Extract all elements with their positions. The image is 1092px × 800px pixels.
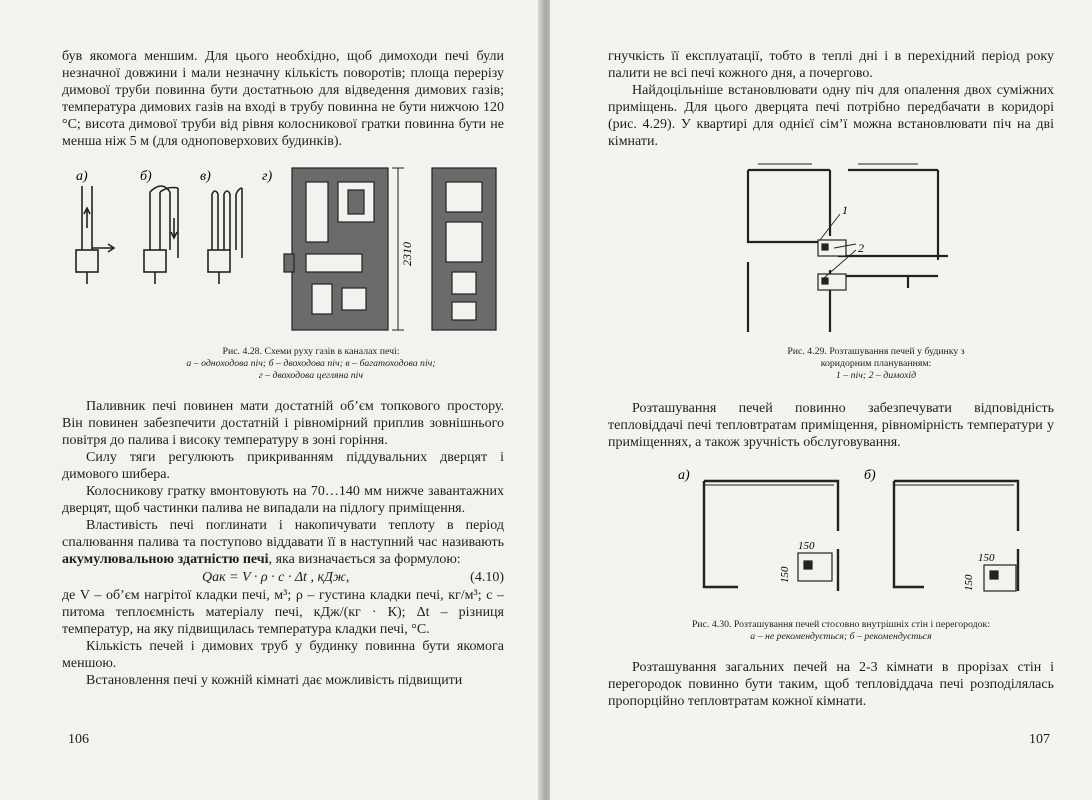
- fig-428-scheme-c: [208, 188, 242, 284]
- right-paragraph-two-rooms: Найдоцільніше встановлювати одну піч для опалення двох суміжних приміщень. Для цього дверцята печі потрібно передбачати в коридорі (рис. 4.29). У квартирі для однієї сім’ї можна встановлювати піч на дві кімнати.: [608, 83, 1054, 149]
- page-number-left: 106: [68, 732, 89, 747]
- left-paragraph-grate: Колосникову гратку вмонтовують на 70…140 мм нижче завантажних дверцят, щоб частинки палива не випадали на підлогу приміщення.: [62, 484, 504, 516]
- fig-429-callout-2: 2: [858, 241, 864, 255]
- fig-428-label-d: г): [262, 169, 273, 184]
- right-paragraph-placement: Розташування печей повинно забезпечувати відповідність тепловіддачі печі тепловтратам приміщення, рівномірність температури у приміщеннях, а також зручність обслуговування.: [608, 401, 1054, 450]
- fig-429-caption-title: Рис. 4.29. Розташування печей у будинку з: [787, 346, 965, 357]
- fig-428-caption-title: Рис. 4.28. Схеми руху газів в каналах печі:: [222, 346, 400, 357]
- left-paragraph-accumulation: Властивість печі поглинати і накопичувати теплоту в період спалювання палива та поступово віддавати її в наступний час називають акумулювальною здатністю печі, яка визначається за формулою:: [62, 518, 504, 567]
- left-paragraph-count: Кількість печей і димових труб у будинку повинна бути якомога меншою.: [62, 639, 504, 671]
- fig-429-caption-line3: 1 – піч; 2 – димохід: [835, 370, 917, 381]
- fig-430-caption-line2: а – не рекомендується; б – рекомендується: [750, 631, 932, 642]
- fig-430-stove-b: [984, 565, 1016, 591]
- fig-430-caption-title: Рис. 4.30. Розташування печей стосовно внутрішніх стін і перегородок:: [691, 619, 991, 630]
- fig-428-dimension-label: 2310: [400, 242, 414, 266]
- figure-4-28: [62, 158, 504, 338]
- fig-428-caption-line3: г – двоходова цегляна піч: [258, 370, 364, 381]
- fig-430-dim-a-top: 150: [798, 540, 815, 552]
- fig-430-label-b: б): [864, 468, 876, 483]
- formula-4-10: [62, 568, 504, 587]
- figure-4-30: [608, 461, 1054, 611]
- fig-428-scheme-a: [76, 186, 114, 284]
- left-paragraph-top: був якомога меншим. Для цього необхідно, щоб димоходи печі були незначної довжини і мали незначну кількість поворотів; площа перерізу димової труби повинна бути достатньою для відведення димових газів; температура димових газів на вході в трубу повинна не бути нижчою 120 °С; висота димової труби від рівня колосникової гратки повинна бути не менша ніж 5 м (для одноповерхових будинків).: [62, 49, 504, 149]
- left-paragraph-install: Встановлення печі у кожній кімнаті дає можливість підвищити: [86, 673, 463, 688]
- figure-4-29: [608, 156, 1054, 342]
- fig-429-floor-plan: [748, 164, 948, 332]
- fig-429-caption-line2: коридорним плануванням:: [820, 358, 932, 369]
- fig-430-stove-a: [798, 553, 832, 581]
- formula-number: (4.10): [470, 570, 504, 585]
- fig-428-label-b: б): [140, 169, 152, 184]
- fig-430-dim-b-top: 150: [978, 552, 995, 564]
- left-paragraph-where: де V – об’єм нагрітої кладки печі, м³; ρ – густина кладки печі, кг/м³; c – питома теплоємність матеріалу печі, кДж/(кг · К); Δt – різниця температур, на яку підвищилась температура кладки печі, °С.: [62, 588, 504, 637]
- page-number-right: 107: [1029, 732, 1050, 747]
- fig-430-dim-a-side: 150: [779, 566, 791, 583]
- right-paragraph-top: гнучкість її експлуатації, тобто в теплі дні і в перехідний період року палити не всі печі кожного дня, а почергово.: [608, 49, 1054, 81]
- fig-428-scheme-b: [144, 186, 178, 284]
- left-page: [0, 0, 542, 800]
- right-paragraph-common-stoves: Розташування загальних печей на 2-3 кімнати в прорізах стін і перегородок повинно бути таким, щоб тепловіддача печі розподілялась пропорційно тепловтратам кожної кімнати.: [608, 660, 1054, 709]
- fig-430-dim-b-side: 150: [963, 574, 975, 591]
- fig-428-brick-elevation: [432, 168, 496, 330]
- fig-428-label-c: в): [200, 169, 211, 184]
- fig-428-caption-line2: а – одноходова піч; б – двоходова піч; в – багатоходова піч;: [186, 358, 436, 369]
- left-paragraph-draft: Силу тяги регулюють прикриванням піддувальних дверцят і димового шибера.: [62, 450, 504, 482]
- term-accumulation-capacity: акумулювальною здатністю печі: [62, 552, 269, 567]
- left-paragraph-firebox: Паливник печі повинен мати достатній об’єм топкового простору. Він повинен забезпечити достатній і рівномірний приплив зовнішнього повітря до палива і високу температуру в зоні горіння.: [62, 399, 504, 448]
- formula-expression: Qак = V · ρ · c · Δt , кДж,: [202, 570, 350, 585]
- right-page: [550, 0, 1092, 800]
- fig-428-brick-section: [284, 168, 388, 330]
- fig-429-stoves: [818, 240, 846, 290]
- fig-429-callout-1: 1: [842, 203, 848, 217]
- fig-428-label-a: а): [76, 169, 88, 184]
- fig-430-label-a: а): [678, 468, 690, 483]
